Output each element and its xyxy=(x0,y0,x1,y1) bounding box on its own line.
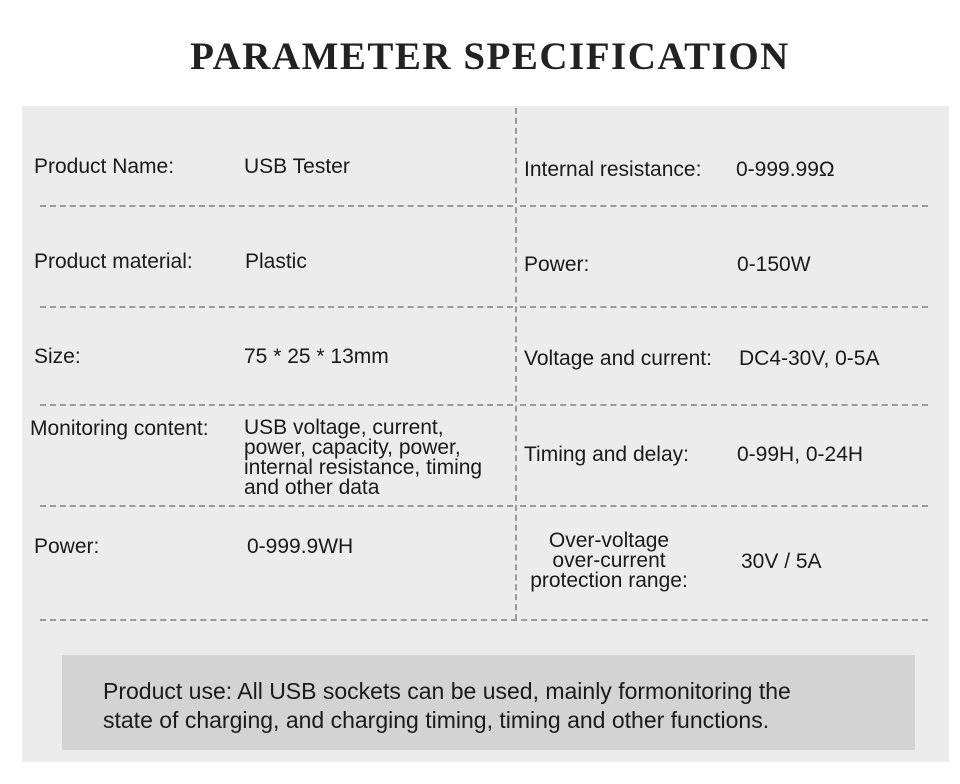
spec-label-timing-delay: Timing and delay: xyxy=(524,443,689,466)
column-divider xyxy=(515,108,517,620)
spec-label-monitoring-content: Monitoring content: xyxy=(30,417,209,440)
spec-value-power-w: 0-150W xyxy=(737,253,811,276)
spec-label-product-material: Product material: xyxy=(34,250,193,273)
row-divider-right-3 xyxy=(520,404,928,406)
spec-label-line: over-current xyxy=(552,549,666,572)
row-divider-bottom xyxy=(40,619,928,621)
product-use-line: Product use: All USB sockets can be used, mainly formonitoring the xyxy=(103,678,791,704)
spec-value-product-name: USB Tester xyxy=(244,155,350,178)
spec-value-protection-range: 30V / 5A xyxy=(741,550,822,573)
page-title: PARAMETER SPECIFICATION xyxy=(190,35,790,78)
row-divider-right-1 xyxy=(520,205,928,207)
spec-value-line: and other data xyxy=(244,476,380,499)
product-use-line: state of charging, and charging timing, timing and other functions. xyxy=(103,707,770,733)
spec-value-line: internal resistance, timing xyxy=(244,456,483,479)
row-divider-right-4 xyxy=(520,505,928,507)
row-divider-left-4 xyxy=(40,505,513,507)
spec-value-monitoring-content xyxy=(244,418,482,498)
spec-label-power-w: Power: xyxy=(524,253,590,276)
spec-label-voltage-current: Voltage and current: xyxy=(524,347,712,370)
spec-value-power-wh: 0-999.9WH xyxy=(247,535,354,558)
spec-label-internal-resistance: Internal resistance: xyxy=(524,158,702,181)
spec-label-size: Size: xyxy=(34,345,81,368)
spec-value-line: power, capacity, power, xyxy=(244,436,461,459)
spec-label-line: protection range: xyxy=(530,569,688,592)
spec-value-size: 75 * 25 * 13mm xyxy=(244,345,389,368)
spec-value-timing-delay: 0-99H, 0-24H xyxy=(737,443,864,466)
spec-label-protection-range xyxy=(520,531,698,591)
spec-label-power-wh: Power: xyxy=(34,535,100,558)
spec-value-voltage-current: DC4-30V, 0-5A xyxy=(739,347,880,370)
row-divider-left-3 xyxy=(40,404,513,406)
spec-value-line: USB voltage, current, xyxy=(244,416,444,439)
row-divider-left-2 xyxy=(40,306,513,308)
row-divider-right-2 xyxy=(520,306,928,308)
spec-label-product-name: Product Name: xyxy=(34,155,175,178)
spec-value-product-material: Plastic xyxy=(245,250,307,273)
spec-label-line: Over-voltage xyxy=(548,529,670,552)
product-use-text xyxy=(103,677,791,735)
spec-value-internal-resistance: 0-999.99Ω xyxy=(736,158,835,181)
row-divider-left-1 xyxy=(40,205,513,207)
